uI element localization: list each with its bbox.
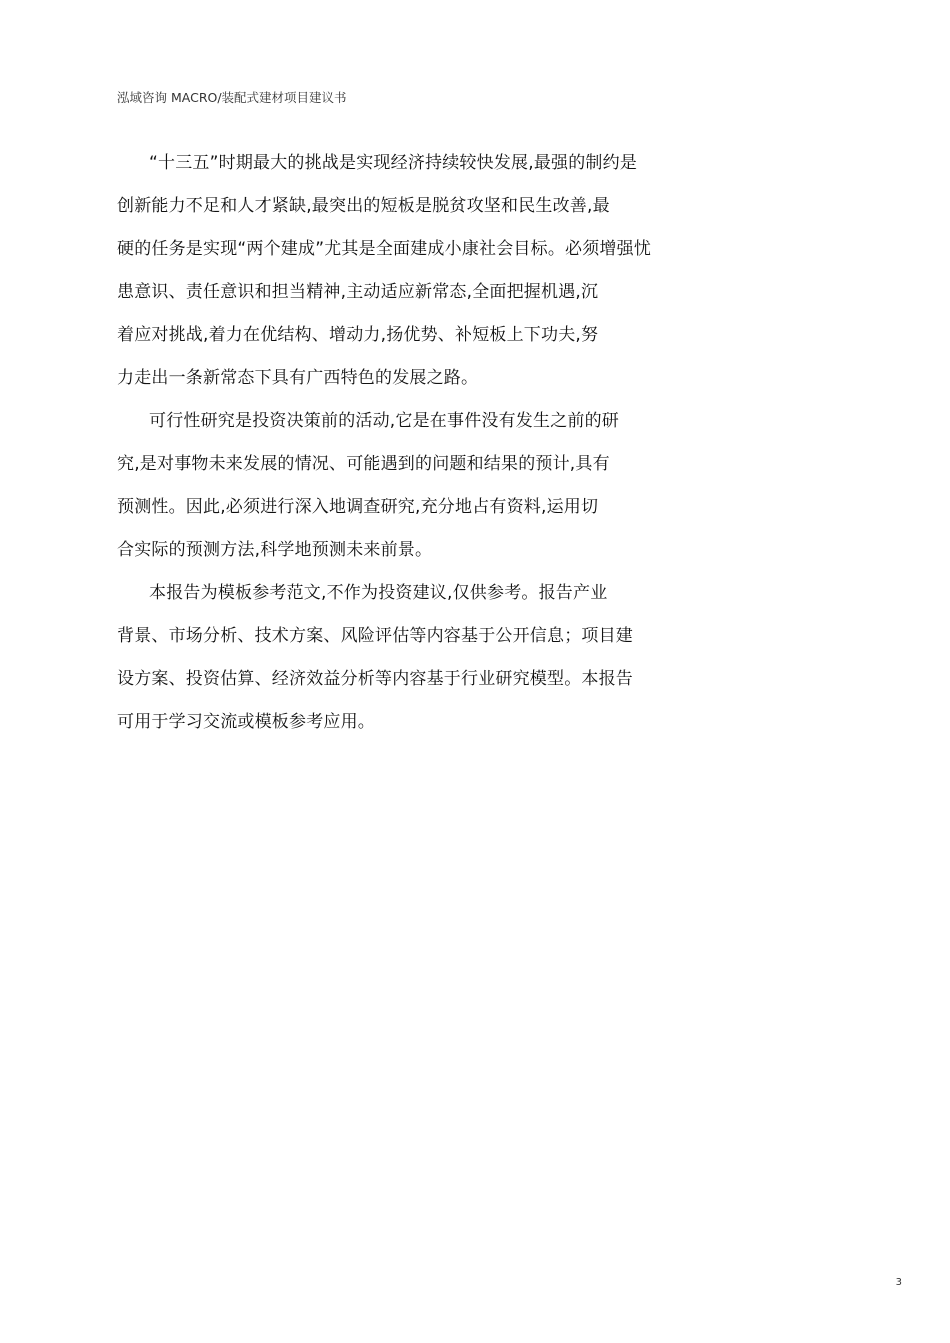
paragraph-3 [117, 578, 737, 750]
document-body [117, 148, 737, 750]
text-line: “十三五”时期最大的挑战是实现经济持续较快发展,最强的制约是 [149, 153, 638, 173]
text-line: 究,是对事物未来发展的情况、可能遇到的问题和结果的预计,具有 [117, 454, 610, 474]
text-line: 预测性。因此,必须进行深入地调查研究,充分地占有资料,运用切 [117, 497, 599, 517]
paragraph-1 [117, 148, 737, 406]
text-line: 设方案、投资估算、经济效益分析等内容基于行业研究模型。本报告 [117, 669, 633, 689]
text-line: 可用于学习交流或模板参考应用。 [117, 712, 375, 732]
text-line: 可行性研究是投资决策前的活动,它是在事件没有发生之前的研 [149, 411, 620, 431]
text-line: 本报告为模板参考范文,不作为投资建议,仅供参考。报告产业 [149, 583, 608, 603]
text-line: 合实际的预测方法,科学地预测未来前景。 [117, 540, 433, 560]
text-line: 患意识、责任意识和担当精神,主动适应新常态,全面把握机遇,沉 [117, 282, 599, 302]
text-line: 硬的任务是实现“两个建成”尤其是全面建成小康社会目标。必须增强忧 [117, 239, 652, 259]
text-line: 创新能力不足和人才紧缺,最突出的短板是脱贫攻坚和民生改善,最 [117, 196, 610, 216]
document-header: 泓域咨询 MACRO/装配式建材项目建议书 [117, 90, 347, 105]
paragraph-2 [117, 406, 737, 578]
text-line: 背景、市场分析、技术方案、风险评估等内容基于公开信息；项目建 [117, 626, 633, 646]
text-line: 力走出一条新常态下具有广西特色的发展之路。 [117, 368, 479, 388]
text-line: 着应对挑战,着力在优结构、增动力,扬优势、补短板上下功夫,努 [117, 325, 599, 345]
page-number: 3 [895, 1277, 902, 1288]
